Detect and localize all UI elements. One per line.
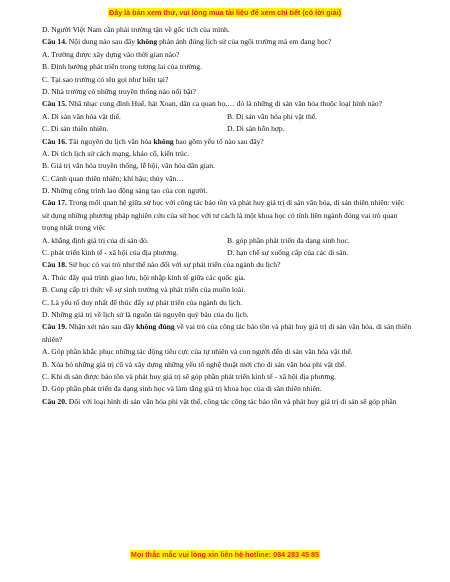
option: C. phát triển kinh tế - xã hội của địa phương.: [42, 248, 179, 258]
question-15: Câu 15. Nhã nhạc cung đình Huế, hát Xoan, dân ca quan họ,… đó là những di sản văn hóa thuộc loại hình nào?: [42, 99, 383, 109]
option: A. khẳng định giá trị của di sản đó.: [42, 235, 149, 245]
option: B. Cung cấp tri thức về sự sinh trưởng và phát triển của muôn loài.: [42, 285, 246, 295]
option-row: [42, 123, 412, 135]
option: B. Định hướng phát triển trong tương lai của trường.: [42, 62, 203, 72]
option: C. Khi di sản được bảo tồn và phát huy giá trị sẽ góp phần phát triển kinh tế - xã hội địa phương.: [42, 372, 337, 382]
option: D. Góp phần phát triển đa dạng sinh học và làm tăng giá trị khoa học của di sản thiên nhiên.: [42, 384, 322, 394]
option: A. Trường được xây dựng vào thời gian nào?: [42, 49, 180, 59]
option-row: [42, 247, 412, 259]
option: C. Là yếu tố duy nhất để thúc đẩy sự phát triển của ngành du lịch.: [42, 297, 243, 307]
hotline-banner: Mọi thắc mắc vui lòng xin liên hệ hotline: 084 283 45 85: [130, 550, 320, 559]
question-20: Câu 20. Đối với loại hình di sản văn hóa phi vật thể, công tác công tác bảo tồn và phát huy giá trị di sản sẽ góp phần: [42, 396, 397, 406]
option: B. góp phần phát triển đa dạng sinh học.: [227, 235, 350, 245]
option: A. Thúc đẩy quá trình giao lưu, hội nhập kinh tế giữa các quốc gia.: [42, 272, 246, 282]
option-row: [42, 111, 412, 123]
option: B. Giá trị văn hóa truyền thống, lễ hội, văn hóa dân gian.: [42, 161, 215, 171]
document-body: [42, 24, 412, 408]
option: C. Tại sao trường có tên gọi như hiện tại?: [42, 74, 169, 84]
option: A. Di sản văn hóa vật thể.: [42, 111, 121, 121]
previous-option-d: D. Người Việt Nam cần phải trường tận về gốc tích của mình.: [42, 25, 230, 34]
question-18: Câu 18. Sử học có vai trò như thế nào đối với sự phát triển của ngành du lịch?: [42, 260, 281, 270]
question-19: Câu 19. Nhận xét nào sau đây không đúng về vai trò của công tác bảo tồn và phát huy giá trị di sản văn hóa, di sản thiên nhiên?: [42, 322, 412, 344]
option: D. Di sản hỗn hợp.: [227, 124, 285, 134]
question-16: Câu 16. Tài nguyên du lịch văn hóa không bao gồm yếu tố nào sau đây?: [42, 136, 264, 146]
option: B. Xóa bỏ những giá trị cũ và xây dựng những yếu tố nghệ thuật mới cho di sản văn hóa phi vật thể.: [42, 359, 347, 369]
option-row: [42, 235, 412, 247]
option: D. hạn chế sự xuống cấp của các di sản.: [227, 248, 349, 258]
option: B. Di sản văn hóa phi vật thể.: [227, 111, 318, 121]
option: D. Những giá trị về lịch sử là nguồn tài nguyên quý báu của du lịch.: [42, 310, 249, 320]
option: C. Di sản thiên nhiên.: [42, 124, 109, 134]
question-17: Câu 17. Trong mối quan hệ giữa sử học với công tác bảo tồn và phát huy giá trị di sản văn hóa, di sản thiên nhiên: việc sử dụng những phương pháp nghiên cứu của sử học với tư cách là một khoa học có tính liên ngành đóng vai trò quan trọng nhất trong việc: [42, 198, 405, 233]
option: C. Cảnh quan thiên nhiên; khí hậu; thủy văn…: [42, 173, 184, 183]
option: A. Góp phần khắc phục những tác động tiêu cực của tự nhiên và con người đến di sản văn hóa vật thể.: [42, 347, 353, 357]
option: A. Di tích lịch sử cách mạng, khảo cổ, kiến trúc.: [42, 148, 190, 158]
question-14: Câu 14. Nội dung nào sau đây không phản ánh đúng lịch sử của ngôi trường mà em đang học?: [42, 37, 332, 47]
option: D. Những công trình lao động sáng tạo của con người.: [42, 186, 208, 196]
preview-banner: Đây là bản xem thử, vui lòng mua tài liệu để xem chi tiết (có lời giải): [109, 8, 341, 17]
option: D. Nhà trường có những truyền thống nào nổi bật?: [42, 86, 196, 96]
